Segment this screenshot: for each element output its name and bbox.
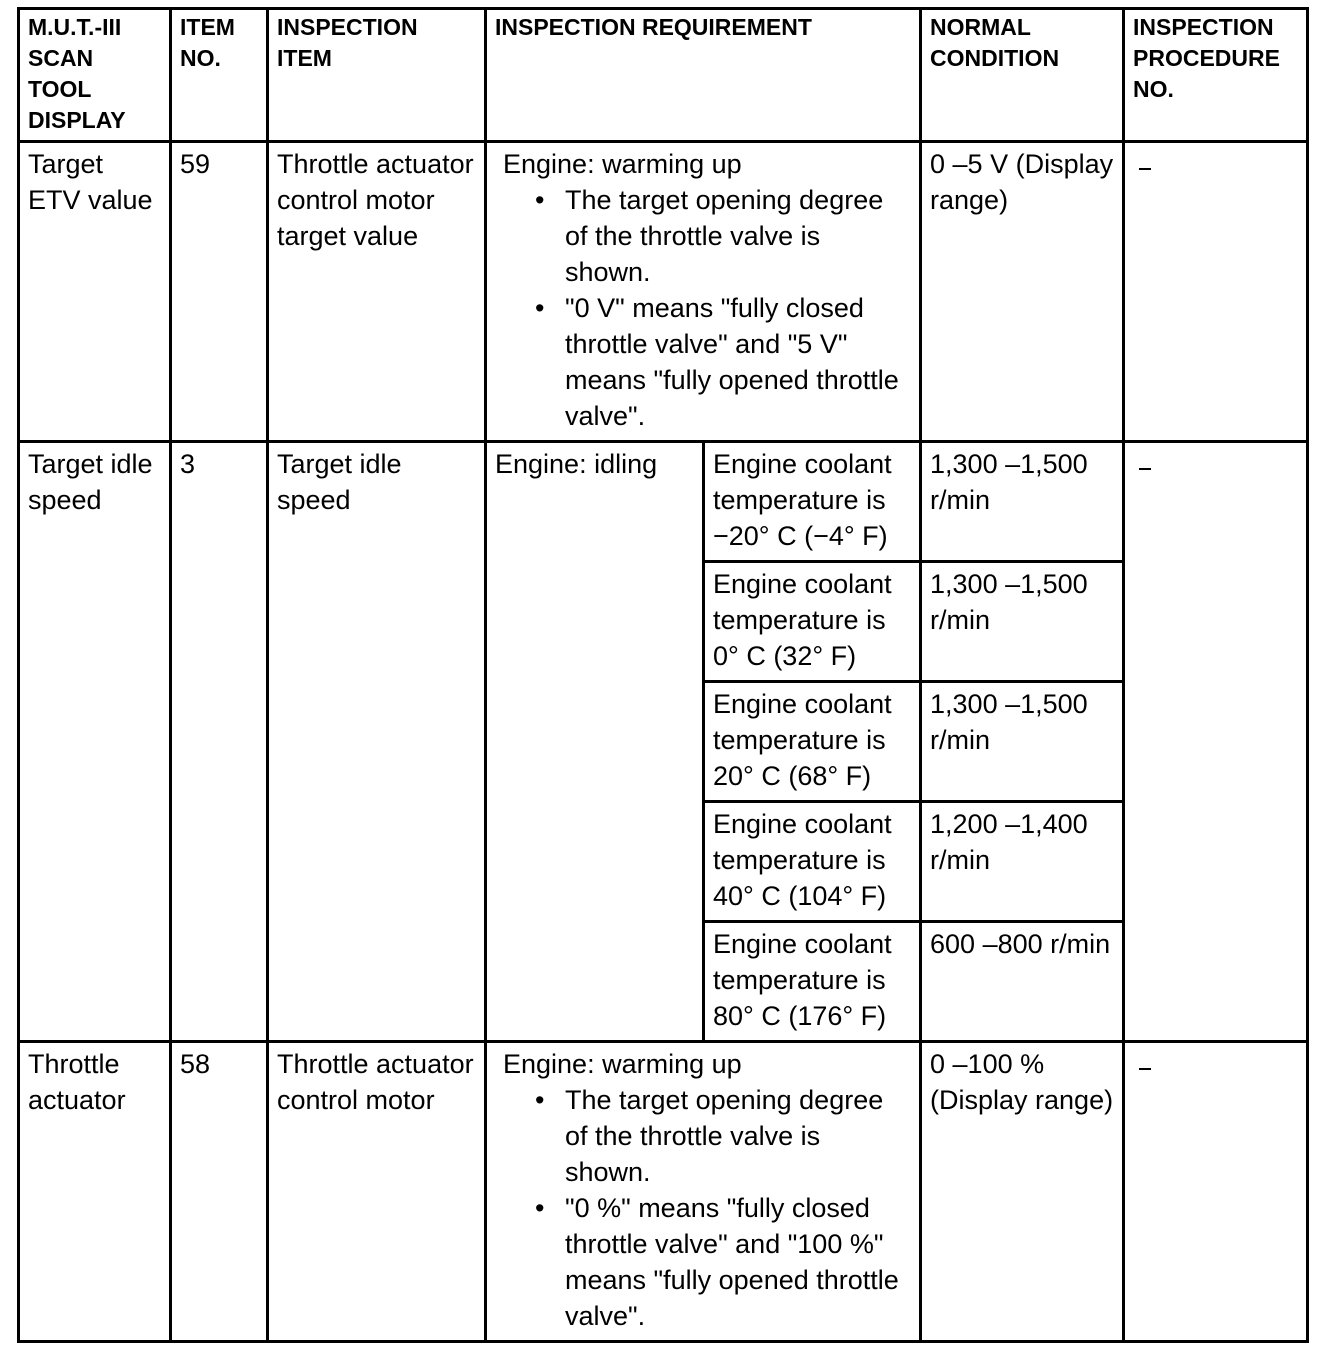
cell-normal-condition: 1,300 –1,500 r/min [921, 562, 1124, 682]
table-row [19, 442, 1308, 562]
cell-normal-condition: 1,300 –1,500 r/min [921, 682, 1124, 802]
cell-procedure [1124, 142, 1308, 442]
table-row [19, 142, 1308, 442]
cell-inspection-item: Throttle actuator control motor target value [268, 142, 486, 442]
bullet-item: • "0 %" means "fully closed throttle valve" and "100 %" means "fully opened throttle valve". [535, 1190, 913, 1334]
requirement-bullets [495, 182, 913, 434]
requirement-lead: Engine: warming up [503, 1049, 742, 1079]
cell-item-no: 58 [171, 1042, 268, 1342]
table-row [19, 1042, 1308, 1342]
header-normal-condition: NORMAL CONDITION [921, 9, 1124, 142]
cell-procedure [1124, 442, 1308, 1042]
cell-display: Target idle speed [19, 442, 171, 1042]
cell-item-no: 3 [171, 442, 268, 1042]
cell-display: Throttle actuator [19, 1042, 171, 1342]
cell-normal-condition: 0 –5 V (Display range) [921, 142, 1124, 442]
requirement-bullets [495, 1082, 913, 1334]
cell-item-no: 59 [171, 142, 268, 442]
cell-inspection-item: Target idle speed [268, 442, 486, 1042]
dash-mark [1139, 468, 1151, 470]
cell-normal-condition: 1,200 –1,400 r/min [921, 802, 1124, 922]
inspection-table [17, 7, 1309, 1343]
dash-mark [1139, 1068, 1151, 1070]
bullet-item: • The target opening degree of the throttle valve is shown. [535, 1082, 913, 1190]
header-inspection-procedure-no: INSPECTION PROCEDURE NO. [1124, 9, 1308, 142]
header-scan-tool-display: M.U.T.-III SCAN TOOL DISPLAY [19, 9, 171, 142]
header-inspection-item: INSPECTION ITEM [268, 9, 486, 142]
cell-sub-condition: Engine coolant temperature is 80° C (176° F) [704, 922, 921, 1042]
header-row [19, 9, 1308, 142]
cell-normal-condition: 0 –100 % (Display range) [921, 1042, 1124, 1342]
cell-sub-condition: Engine coolant temperature is 40° C (104° F) [704, 802, 921, 922]
cell-normal-condition: 1,300 –1,500 r/min [921, 442, 1124, 562]
cell-sub-condition: Engine coolant temperature is −20° C (−4° F) [704, 442, 921, 562]
cell-requirement [486, 1042, 921, 1342]
cell-normal-condition: 600 –800 r/min [921, 922, 1124, 1042]
cell-requirement: Engine: idling [486, 442, 704, 1042]
header-inspection-requirement: INSPECTION REQUIREMENT [486, 9, 921, 142]
cell-requirement [486, 142, 921, 442]
cell-sub-condition: Engine coolant temperature is 20° C (68° F) [704, 682, 921, 802]
dash-mark [1139, 168, 1151, 170]
cell-procedure [1124, 1042, 1308, 1342]
cell-inspection-item: Throttle actuator control motor [268, 1042, 486, 1342]
requirement-lead: Engine: warming up [503, 149, 742, 179]
bullet-item: • The target opening degree of the throttle valve is shown. [535, 182, 913, 290]
cell-sub-condition: Engine coolant temperature is 0° C (32° F) [704, 562, 921, 682]
cell-display: Target ETV value [19, 142, 171, 442]
header-item-no: ITEM NO. [171, 9, 268, 142]
bullet-item: • "0 V" means "fully closed throttle valve" and "5 V" means "fully opened throttle valve". [535, 290, 913, 434]
